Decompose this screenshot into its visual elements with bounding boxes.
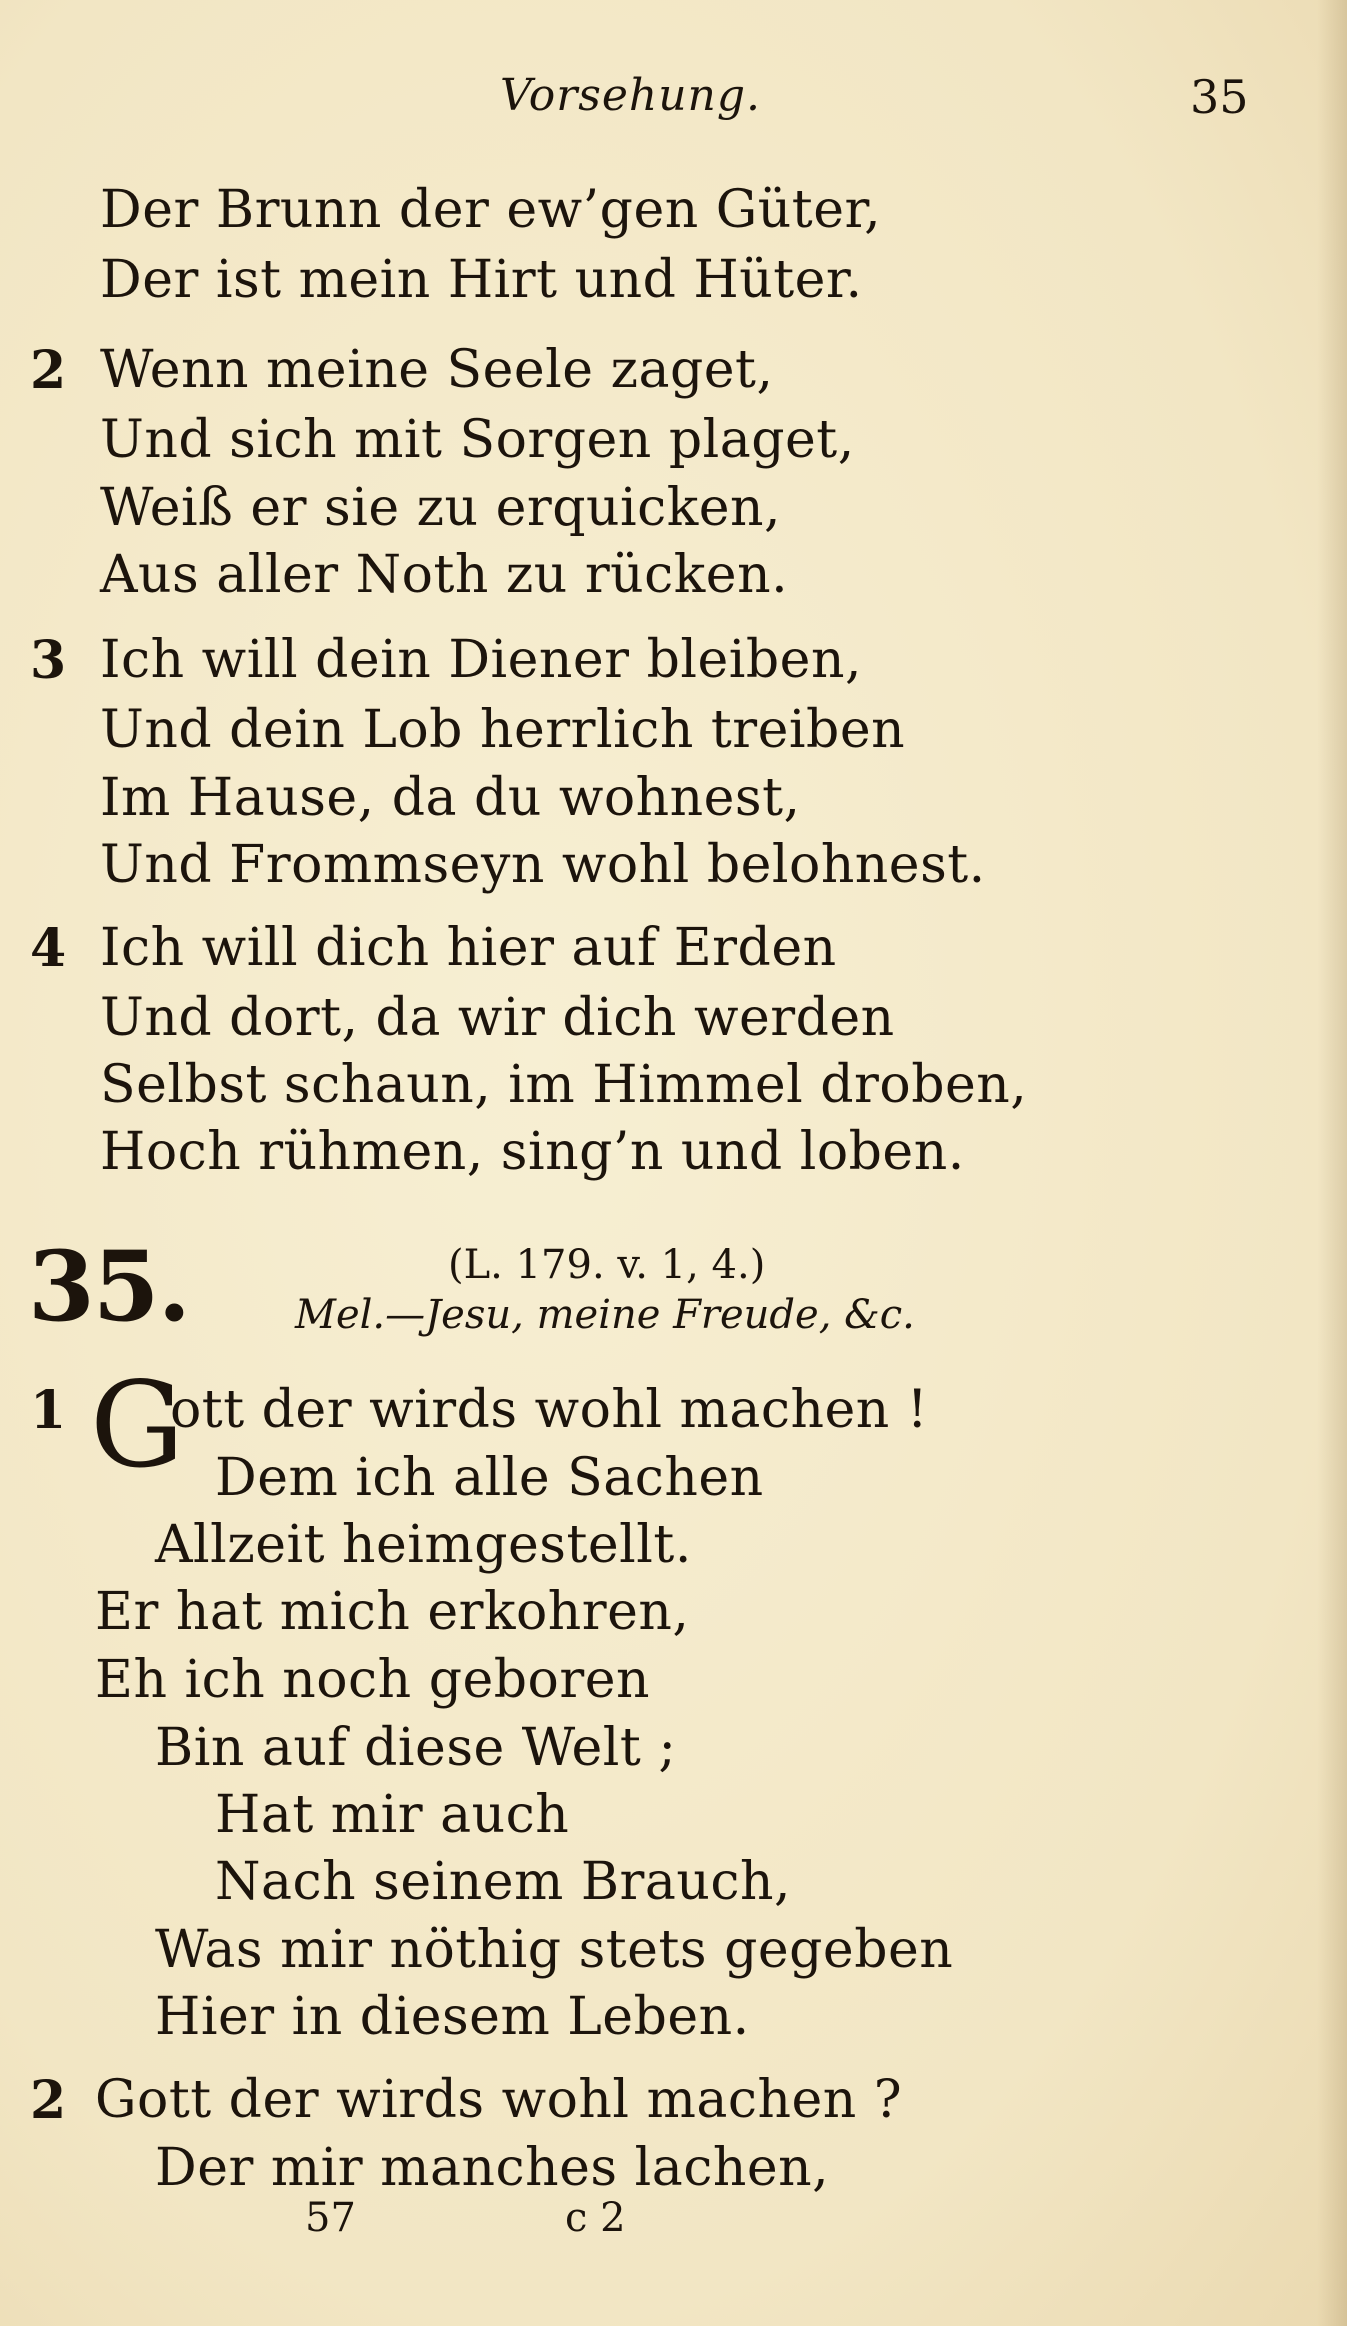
hymn-reference: (L. 179. v. 1, 4.) [448, 1242, 766, 1288]
verse-line: Und Frommseyn wohl belohnest. [100, 835, 986, 895]
page-sequence-number: 57 [305, 2195, 356, 2241]
drop-cap: G [90, 1356, 185, 1494]
verse-line: Ich will dein Diener bleiben, [100, 630, 862, 690]
verse-line: Hoch rühmen, sing’n und loben. [100, 1122, 965, 1182]
verse-line: Dem ich alle Sachen [215, 1448, 764, 1508]
verse-line: Was mir nöthig stets gegeben [155, 1920, 954, 1980]
verse-line: Wenn meine Seele zaget, [100, 340, 774, 400]
verse-line: Er hat mich erkohren, [95, 1582, 690, 1642]
verse-number: 2 [30, 2070, 67, 2131]
verse-line: Eh ich noch geboren [95, 1650, 650, 1710]
verse-line: Der Brunn der ew’gen Güter, [100, 180, 882, 240]
verse-line: Allzeit heimgestellt. [155, 1515, 692, 1575]
verse-line: Der mir manches lachen, [155, 2138, 830, 2198]
verse-line: Aus aller Noth zu rücken. [100, 545, 789, 605]
verse-line: Bin auf diese Welt ; [155, 1718, 677, 1778]
verse-number: 1 [30, 1380, 67, 1441]
verse-line: Und dort, da wir dich werden [100, 988, 895, 1048]
page-edge-shadow [1317, 0, 1347, 2326]
verse-line: Im Hause, da du wohnest, [100, 768, 801, 828]
verse-line: ott der wirds wohl machen ! [170, 1380, 929, 1440]
signature-mark: c 2 [565, 2195, 626, 2241]
verse-number: 2 [30, 340, 67, 401]
hymn-melody: Mel.—Jesu, meine Freude, &c. [295, 1292, 915, 1338]
page-number: 35 [1190, 70, 1249, 124]
verse-line: Und sich mit Sorgen plaget, [100, 410, 855, 470]
verse-line: Der ist mein Hirt und Hüter. [100, 250, 863, 310]
verse-line: Hat mir auch [215, 1785, 570, 1845]
verse-line: Weiß er sie zu erquicken, [100, 478, 782, 538]
verse-line: Und dein Lob herrlich treiben [100, 700, 906, 760]
verse-line: Gott der wirds wohl machen ? [95, 2070, 903, 2130]
verse-line: Nach seinem Brauch, [215, 1852, 792, 1912]
hymn-number: 35. [28, 1230, 190, 1343]
verse-line: Hier in diesem Leben. [155, 1987, 750, 2047]
running-head: Vorsehung. [500, 70, 762, 121]
verse-line: Ich will dich hier auf Erden [100, 918, 837, 978]
verse-line: Selbst schaun, im Himmel droben, [100, 1055, 1028, 1115]
verse-number: 3 [30, 630, 67, 691]
verse-number: 4 [30, 918, 67, 979]
